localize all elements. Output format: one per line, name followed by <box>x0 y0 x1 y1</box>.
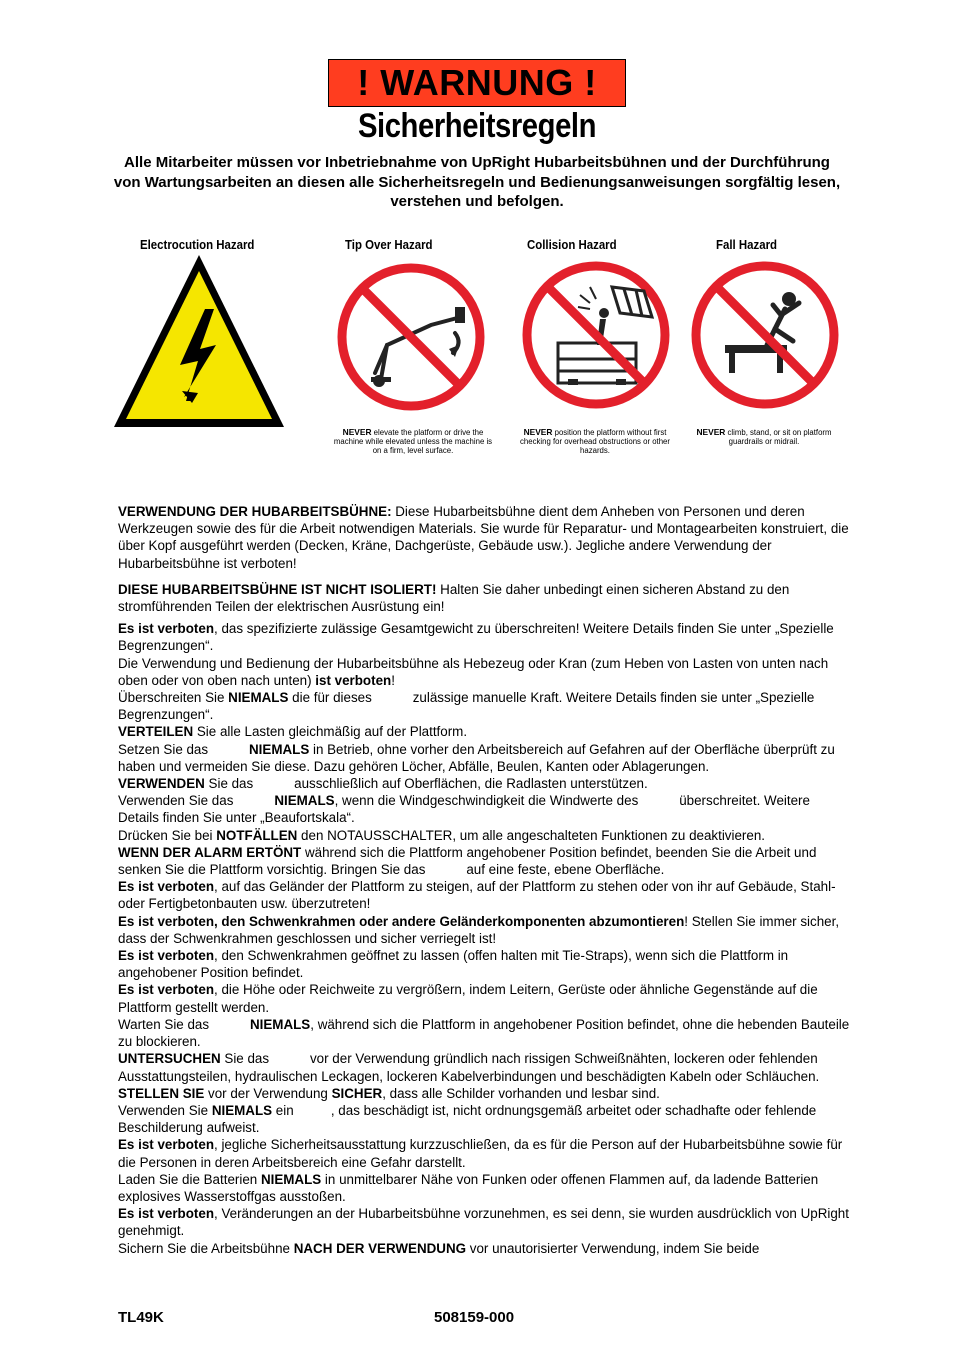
tip-over-caption: NEVER elevate the platform or drive the machine while elevated unless the machine is on a firm, level surface. <box>333 427 493 455</box>
rule-paragraph: Es ist verboten, den Schwenkrahmen oder andere Geländerkomponenten abzumontieren! Stellen Sie immer sicher, dass der Schwenkrahmen geschlossen und sicher verriegelt ist! <box>118 913 840 946</box>
rule-paragraph: Überschreiten Sie NIEMALS die für dieses zulässige manuelle Kraft. Weitere Details finden sie unter „Spezielle Begrenzungen“. <box>118 690 819 723</box>
rule-paragraph: Es ist verboten, auf das Geländer der Plattform zu steigen, auf der Plattform zu stehen oder von ihr auf Gebäude, Stahl- oder Fertigbetonbauten usw. überzutreten! <box>118 879 836 912</box>
warning-text: ! WARNUNG ! <box>357 62 597 103</box>
hazard-label-electrocution: Electrocution Hazard <box>140 237 255 252</box>
rule-paragraph: VERWENDEN Sie das ausschließlich auf Oberflächen, die Radlasten unterstützen. <box>118 776 648 792</box>
rule-paragraph: Laden Sie die Batterien NIEMALS in unmittelbarer Nähe von Funken oder offenen Flammen auf, da ladende Batterien explosives Wasserstoffgas ausstoßen. <box>118 1171 819 1204</box>
rule-paragraph: Warten Sie das NIEMALS, während sich die Plattform in angehobener Position befindet, ohne die hebenden Bauteile zu blockieren. <box>118 1016 850 1050</box>
rule-paragraph: Es ist verboten, die Höhe oder Reichweite zu vergrößern, indem Leitern, Gerüste oder ähnliche Gegenstände auf die Plattform gestellt werden. <box>118 982 818 1015</box>
rule-paragraph: UNTERSUCHEN Sie das vor der Verwendung gründlich nach rissigen Schweißnähten, lockeren oder fehlenden Ausstattungsteilen, hydraulischen Leckagen, lockeren Kabelverbindungen und beschädigten Kabeln oder Schläuchen. <box>118 1051 821 1084</box>
hazard-label-fall: Fall Hazard <box>716 237 778 252</box>
rule-paragraph: Es ist verboten, Veränderungen an der Hubarbeitsbühne vorzunehmen, es sei denn, sie wurden ausdrücklich von UpRight genehmigt. <box>118 1206 849 1239</box>
rule-paragraph: Verwenden Sie das NIEMALS, wenn die Windgeschwindigkeit die Windwerte des überschreitet. Weitere Details finden Sie unter „Beaufortskala“. <box>118 793 814 826</box>
rule-paragraph: Verwenden Sie NIEMALS ein , das beschädigt ist, nicht ordnungsgemäß arbeitet oder schadhafte oder fehlende Beschilderung aufweist. <box>118 1102 820 1136</box>
collision-caption: NEVER position the platform without first checking for overhead obstructions or other hazards. <box>520 427 670 455</box>
rule-paragraph: VERWENDUNG DER HUBARBEITSBÜHNE: Diese Hubarbeitsbühne dient dem Anheben von Personen und deren Werkzeugen sowie des für die Arbeit notwendigen Materials. Sie wurde für Reparatur- und Montagearbeiten konstruiert, die über Kopf ausgeführt werden (Decken, Kräne, Dachgerüste, Gebäude usw.). Jegliche andere Verwendung der Hubarbeitsbühne ist verboten! <box>118 504 849 571</box>
rule-paragraph: Sichern Sie die Arbeitsbühne NACH DER VERWENDUNG vor unautorisierter Verwendung, indem Sie beide <box>118 1240 760 1256</box>
rule-paragraph: VERTEILEN Sie alle Lasten gleichmäßig auf der Plattform. <box>118 724 468 740</box>
collision-hazard-icon <box>520 259 672 411</box>
electrocution-hazard-icon <box>112 253 286 429</box>
rule-paragraph: Es ist verboten, jegliche Sicherheitsausstattung kurzzuschließen, da es für die Person auf der Hubarbeitsbühne sowie für die Personen in deren Arbeitsbereich eine Gefahr darstellt. <box>118 1137 843 1170</box>
hazard-label-collision: Collision Hazard <box>527 237 617 252</box>
rule-paragraph: Setzen Sie das NIEMALS in Betrieb, ohne vorher den Arbeitsbereich auf Gefahren auf der Oberfläche überprüft zu haben und vermeiden Sie diese. Dazu gehören Löcher, Abfälle, Beulen, Kanten oder Ablagerungen. <box>118 741 835 774</box>
rule-paragraph: DIESE HUBARBEITSBÜHNE IST NICHT ISOLIERT! Halten Sie daher unbedingt einen sicheren Abstand zu den stromführenden Teilen der elektrischen Ausrüstung ein! <box>118 581 790 615</box>
rule-paragraph: Es ist verboten, das spezifizierte zulässige Gesamtgewicht zu überschreiten! Weitere Details finden Sie unter „Spezielle Begrenzungen“. <box>118 621 834 654</box>
warning-banner <box>328 59 626 107</box>
tip-over-hazard-icon <box>335 261 487 413</box>
fall-hazard-icon <box>689 259 841 411</box>
hazard-label-tip-over: Tip Over Hazard <box>345 237 433 252</box>
footer-doc-code: TL49K <box>118 1309 164 1326</box>
page-title: Sicherheitsregeln <box>357 107 597 145</box>
fall-caption: NEVER climb, stand, or sit on platform guardrails or midrail. <box>696 427 832 446</box>
intro-paragraph: Alle Mitarbeiter müssen vor Inbetriebnahme von UpRight Hubarbeitsbühnen und der Durchführung von Wartungsarbeiten an diesen alle Sicherheitsregeln und Bedienungsanweisungen sorgfältig lesen, verstehen und befolgen. <box>113 154 841 210</box>
rule-paragraph: Drücken Sie bei NOTFÄLLEN den NOTAUSSCHALTER, um alle angeschalteten Funktionen zu deaktivieren. <box>118 827 765 843</box>
rule-paragraph: Es ist verboten, den Schwenkrahmen geöffnet zu lassen (offen halten mit Tie-Straps), wenn sich die Plattform in angehobener Position befindet. <box>118 948 789 981</box>
rules-text <box>118 503 854 1257</box>
rule-paragraph: Die Verwendung und Bedienung der Hubarbeitsbühne als Hebezeug oder Kran (zum Heben von Lasten von unten nach oben oder von oben nach unten) ist verboten! <box>118 655 829 688</box>
footer-part-number: 508159-000 <box>434 1309 515 1326</box>
rule-paragraph: WENN DER ALARM ERTÖNT während sich die Plattform angehobener Position befindet, beenden Sie die Arbeit und senken Sie die Plattform vorsichtig. Bringen Sie das auf eine feste, ebene Oberfläche. <box>118 844 821 878</box>
rule-paragraph: STELLEN SIE vor der Verwendung SICHER, dass alle Schilder vorhanden und lesbar sind. <box>118 1085 660 1101</box>
